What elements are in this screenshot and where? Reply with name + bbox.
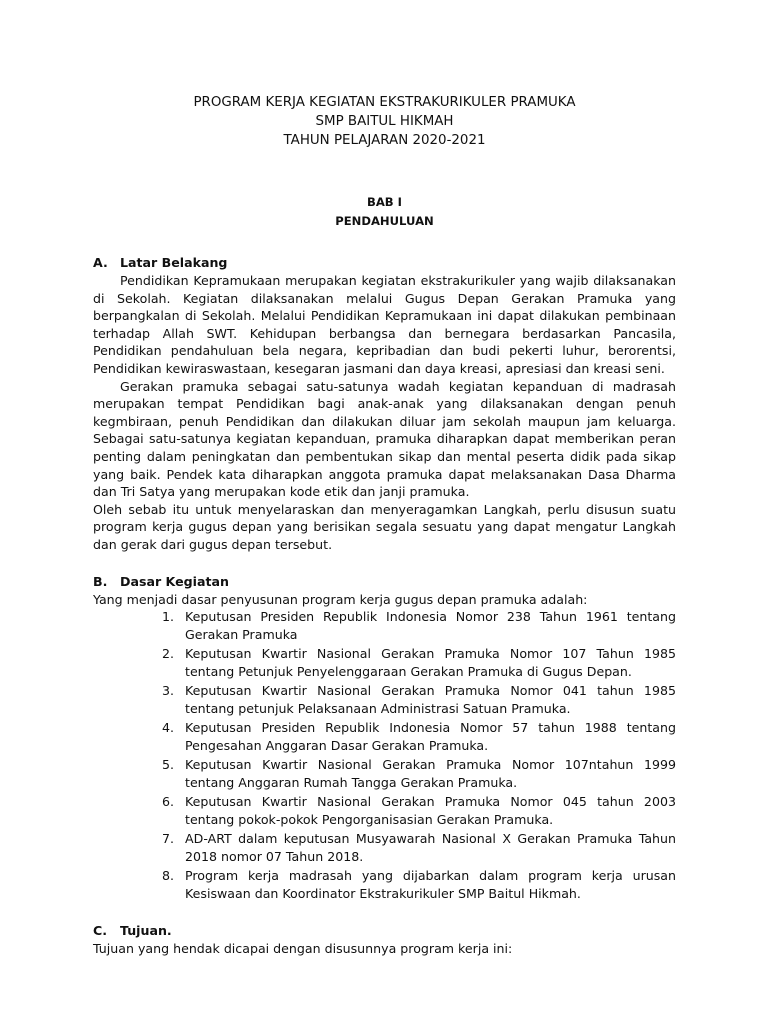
- section-a-paragraph-1: Pendidikan Kepramukaan merupakan kegiatan ekstrakurikuler yang wajib dilaksanakan di Sekolah. Kegiatan dilaksanakan melalui Gugus Depan Gerakan Pramuka yang berpangkalan di Sekolah. Melalui Pendidikan Kepramukaan ini dapat dilakukan pembinaan terhadap Allah SWT. Kehidupan berbangsa dan bernegara berdasarkan Pancasila, Pendidikan pendahuluan bela negara, kepribadian dan budi pekerti luhur, berorentsi, Pendidikan kewiraswastaan, kesegaran jasmani dan daya kreasi, apresiasi dan kreasi seni.: [93, 273, 676, 376]
- list-item-number: 3.: [162, 683, 175, 699]
- section-a-paragraph-2: Gerakan pramuka sebagai satu-satunya wadah kegiatan kepanduan di madrasah merupakan tempat Pendidikan bagi anak-anak yang dilaksanakan dengan penuh kegmbiraan, penuh Pendidikan dan dilakukan diluar jam sekolah maupun jam keluarga. Sebagai satu-satunya kegiatan kepanduan, pramuka diharapkan dapat memberikan peran penting dalam peningkatan dan pembentukan sikap dan mental peserta didik pada sikap yang baik. Pendek kata diharapkan anggota pramuka dapat melaksanakan Dasa Dharma dan Tri Satya yang merupakan kode etik dan janji pramuka.: [93, 378, 676, 500]
- section-a-heading: [93, 254, 676, 272]
- list-item: [162, 756, 676, 792]
- section-b-letter: B.: [93, 573, 108, 589]
- section-c-letter: C.: [93, 923, 108, 939]
- chapter-heading: [93, 193, 676, 231]
- list-item-text: Keputusan Kwartir Nasional Gerakan Pramuka Nomor 041 tahun 1985 tentang petunjuk Pelaksanaan Administrasi Satuan Pramuka.: [185, 683, 676, 717]
- list-item: [162, 719, 676, 755]
- section-c-intro: Tujuan yang hendak dicapai dengan disusunnya program kerja ini:: [93, 941, 513, 957]
- list-item-text: Keputusan Presiden Republik Indonesia Nomor 238 Tahun 1961 tentang Gerakan Pramuka: [185, 609, 676, 643]
- list-item: [162, 645, 676, 681]
- list-item-text: Keputusan Presiden Republik Indonesia Nomor 57 tahun 1988 tentang Pengesahan Anggaran Dasar Gerakan Pramuka.: [185, 720, 676, 754]
- doc-title-line-2: SMP BAITUL HIKMAH: [315, 114, 454, 129]
- list-item-number: 1.: [162, 609, 175, 625]
- section-c-heading: [93, 922, 676, 940]
- chapter-label: BAB I: [367, 195, 402, 209]
- document-header: [93, 93, 676, 150]
- list-item: [162, 793, 676, 829]
- section-b-intro: Yang menjadi dasar penyusunan program kerja gugus depan pramuka adalah:: [93, 591, 588, 607]
- section-a-paragraph-3: Oleh sebab itu untuk menyelaraskan dan menyeragamkan Langkah, perlu disusun suatu program kerja gugus depan yang berisikan segala sesuatu yang dapat mengatur Langkah dan gerak dari gugus depan tersebut.: [93, 501, 676, 552]
- list-item-text: Keputusan Kwartir Nasional Gerakan Pramuka Nomor 107 Tahun 1985 tentang Petunjuk Penyelenggaraan Gerakan Pramuka di Gugus Depan.: [185, 646, 676, 680]
- list-item: [162, 608, 676, 644]
- list-item: [162, 830, 676, 866]
- list-item-text: AD-ART dalam keputusan Musyawarah Nasional X Gerakan Pramuka Tahun 2018 nomor 07 Tahun 2018.: [185, 831, 676, 865]
- doc-title-line-1: PROGRAM KERJA KEGIATAN EKSTRAKURIKULER PRAMUKA: [193, 95, 576, 110]
- section-a-title: Latar Belakang: [120, 255, 228, 270]
- legal-basis-list: [93, 608, 676, 903]
- list-item-number: 7.: [162, 831, 175, 847]
- list-item: [162, 682, 676, 718]
- section-c-title: Tujuan.: [120, 923, 172, 939]
- section-b-title: Dasar Kegiatan: [120, 573, 229, 589]
- doc-title-line-3: TAHUN PELAJARAN 2020-2021: [283, 133, 486, 148]
- list-item-number: 2.: [162, 646, 175, 662]
- section-a-letter: A.: [93, 255, 108, 270]
- list-item-number: 5.: [162, 757, 175, 773]
- list-item-text: Program kerja madrasah yang dijabarkan dalam program kerja urusan Kesiswaan dan Koordinator Ekstrakurikuler SMP Baitul Hikmah.: [185, 868, 676, 902]
- chapter-title: PENDAHULUAN: [335, 214, 434, 228]
- list-item-text: Keputusan Kwartir Nasional Gerakan Pramuka Nomor 045 tahun 2003 tentang pokok-pokok Pengorganisasian Gerakan Pramuka.: [185, 794, 676, 828]
- list-item: [162, 867, 676, 903]
- section-b-heading: [93, 573, 676, 591]
- list-item-number: 6.: [162, 794, 175, 810]
- list-item-text: Keputusan Kwartir Nasional Gerakan Pramuka Nomor 107ntahun 1999 tentang Anggaran Rumah Tangga Gerakan Pramuka.: [185, 757, 676, 791]
- list-item-number: 8.: [162, 868, 175, 884]
- list-item-number: 4.: [162, 720, 175, 736]
